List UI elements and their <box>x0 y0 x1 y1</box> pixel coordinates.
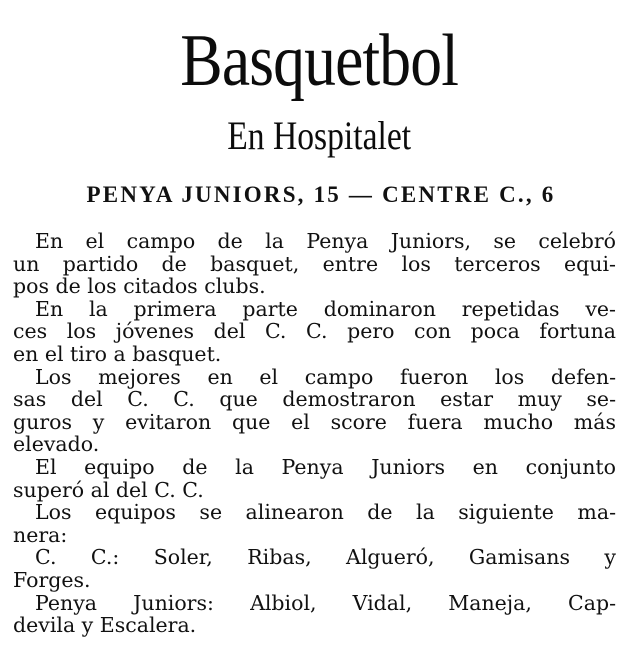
paragraph-lineup-cc <box>13 546 616 591</box>
text-line: Forges. <box>13 567 91 592</box>
subheadline: En Hospitalet <box>227 113 412 158</box>
text-line: C. C.: Soler, Ribas, Algueró, Gamisans y <box>35 545 616 570</box>
headline: Basquetbol <box>180 20 459 102</box>
text-line: Los equipos se alinearon de la siguiente ma- <box>35 500 616 525</box>
text-line: devila y Escalera. <box>13 613 197 638</box>
text-line: En la primera parte dominaron repetidas ve- <box>35 296 616 321</box>
text-line: En el campo de la Penya Juniors, se celebró <box>35 229 616 253</box>
text-line: elevado. <box>13 432 100 457</box>
paragraph-team-overall <box>13 456 616 501</box>
paragraph-match-venue <box>13 230 616 298</box>
article-body <box>13 230 616 637</box>
paragraph-first-half <box>13 298 616 366</box>
paragraph-best-players <box>13 366 616 456</box>
text-line: sas del C. C. que demostraron estar muy se- <box>13 387 616 412</box>
text-line: nera: <box>13 522 68 547</box>
paragraph-lineup-penya-juniors <box>13 592 616 637</box>
text-line: un partido de basquet, entre los terceros equi- <box>13 251 616 276</box>
text-line: superó al del C. C. <box>13 477 204 502</box>
text-line: ces los jóvenes del C. C. pero con poca fortuna <box>13 319 616 344</box>
text-line: Los mejores en el campo fueron los defen- <box>35 364 616 389</box>
text-line: guros y evitaron que el score fuera mucho más <box>13 409 616 434</box>
text-line: en el tiro a basquet. <box>13 341 222 366</box>
text-line: pos de los citados clubs. <box>13 274 266 299</box>
text-line: El equipo de la Penya Juniors en conjunto <box>35 454 616 479</box>
score-line: PENYA JUNIORS, 15 — CENTRE C., 6 <box>86 182 556 207</box>
text-line: Penya Juniors: Albiol, Vidal, Maneja, Cap- <box>35 590 616 615</box>
paragraph-lineups-intro <box>13 501 616 546</box>
